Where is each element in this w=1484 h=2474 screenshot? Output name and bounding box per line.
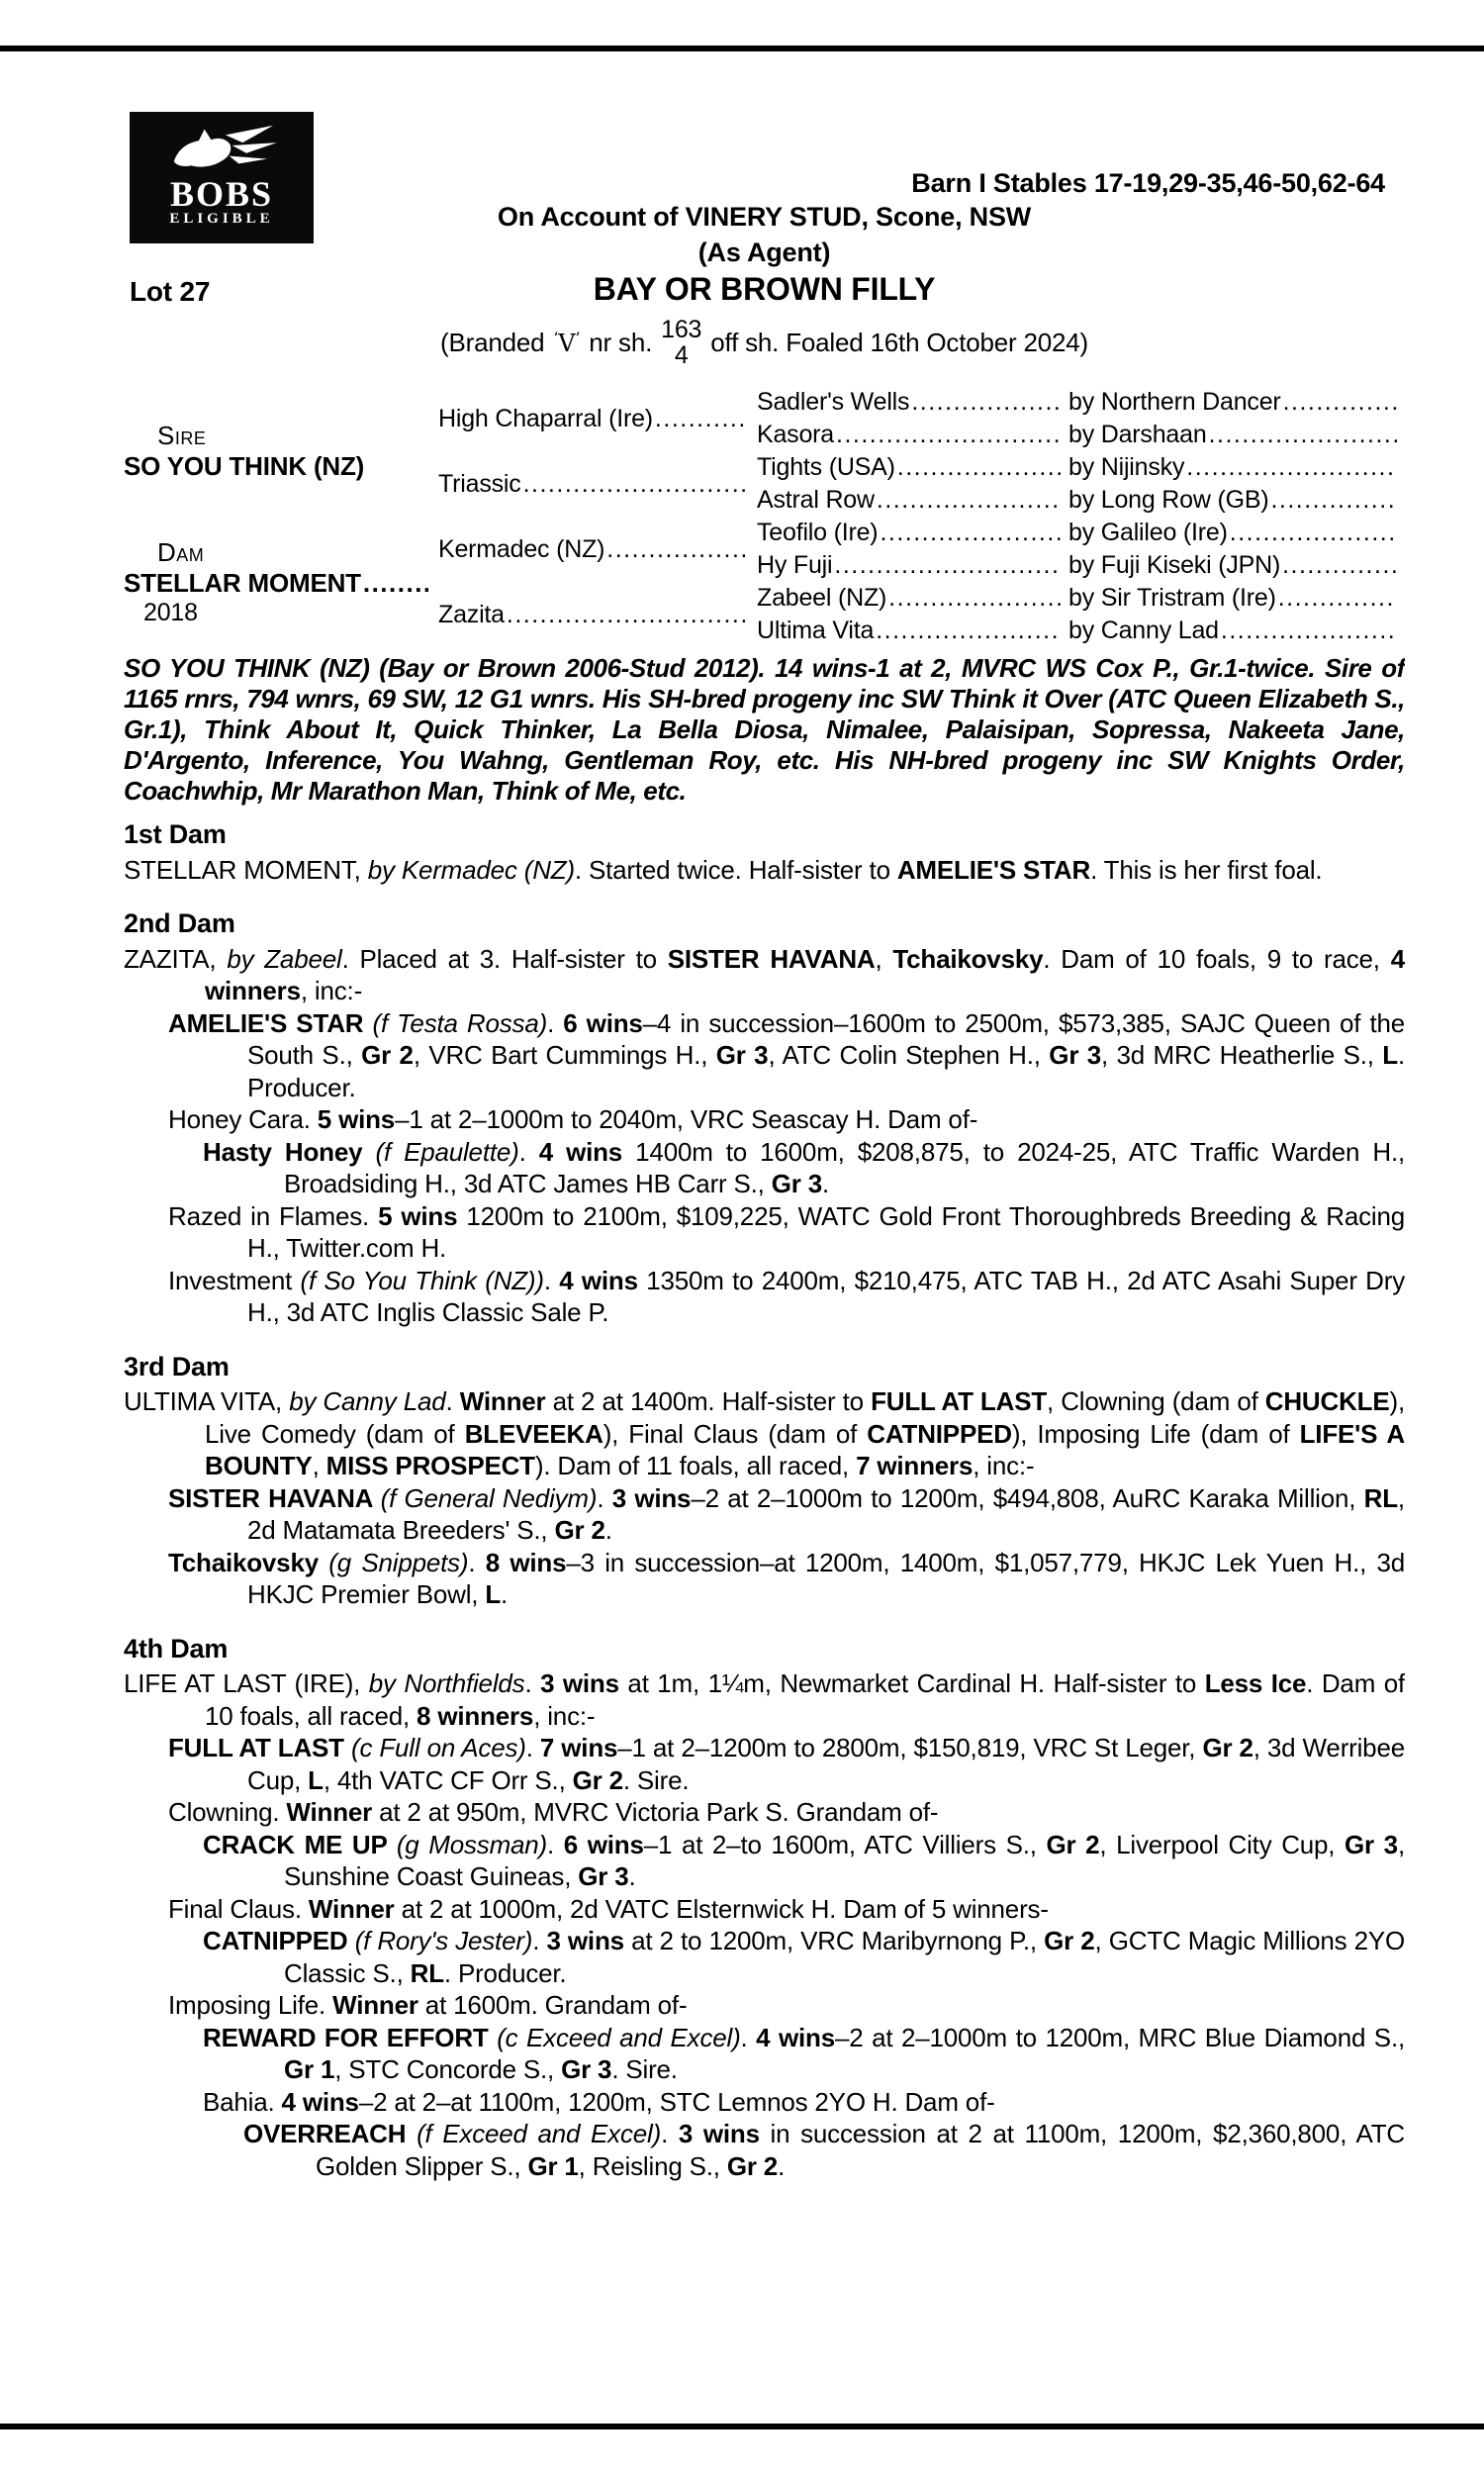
vendor-account-line: On Account of VINERY STUD, Scone, NSW — [497, 202, 1032, 232]
brand-mid: nr sh. — [589, 327, 653, 357]
dam-label: Dam — [157, 536, 205, 567]
dam-block — [124, 517, 438, 647]
leader-dots — [523, 470, 749, 499]
brand-line — [124, 301, 1405, 384]
progeny-entry: CATNIPPED (f Rory's Jester). 3 wins at 2 to 1200m, VRC Maribyrnong P., Gr 2, GCTC Magic Millions 2YO Classic S., RL. Producer. — [203, 1926, 1405, 1988]
progeny-entry: OVERREACH (f Exceed and Excel). 3 wins in succession at 2 at 1100m, 1200m, $2,360,800, ATC Golden Slipper S., Gr 1, Reisling S., Gr 2. — [243, 2119, 1405, 2181]
leader-dots — [836, 421, 1061, 449]
leader-dots — [1282, 551, 1397, 580]
pedigree-ancestor: Ultima Vita ..... — [757, 617, 1068, 645]
leader-dots — [655, 405, 749, 433]
leader-dots — [1283, 388, 1397, 417]
leader-dots — [1186, 453, 1397, 482]
leader-dots — [507, 601, 749, 629]
progeny-entry: Razed in Flames. 5 wins 1200m to 2100m, $109,225, WATC Gold Front Thoroughbreds Breeding & Racing H., Twitter.com H. — [168, 1200, 1405, 1263]
progeny-entry: CRACK ME UP (g Mossman). 6 wins–1 at 2–to 1600m, ATC Villiers S., Gr 2, Liverpool City Cup, Gr 3, Sunshine Coast Guineas, Gr 3. — [203, 1829, 1405, 1891]
pedigree-grandsire: High Chaparral (Ire) ..... — [438, 405, 757, 433]
leader-dots — [1278, 584, 1397, 613]
horse-head-icon — [163, 120, 280, 173]
brand-fraction-denominator: 4 — [674, 341, 689, 369]
dam-paragraph: ULTIMA VITA, by Canny Lad. Winner at 2 at 1400m. Half-sister to FULL AT LAST, Clowning (dam of CHUCKLE), Live Comedy (dam of BLEVEEKA), Final Claus (dam of CATNIPPED), Imposing Life (dam of LIFE'S A BOUNTY, MISS PROSPECT). Dam of 11 foals, all raced, 7 winners, inc:- — [124, 1386, 1405, 1480]
progeny-entry: FULL AT LAST (c Full on Aces). 7 wins–1 at 2–1200m to 2800m, $150,819, VRC St Leger, Gr 2, 3d Werribee Cup, L, 4th VATC CF Orr S., Gr 2. Sire. — [168, 1733, 1405, 1795]
leader-dots — [888, 584, 1061, 613]
leader-dots — [877, 486, 1061, 515]
pedigree-ancestor: Teofilo (Ire) ..... — [757, 519, 1068, 547]
pedigree-granddam: Zazita ..... — [438, 601, 757, 629]
top-rule — [0, 46, 1484, 51]
logo-text-eligible: ELIGIBLE — [169, 211, 274, 227]
bottom-rule — [0, 2424, 1484, 2429]
barn-line: Barn I Stables 17-19,29-35,46-50,62-64 — [911, 168, 1385, 198]
pedigree-ancestor-sire: by Galileo (Ire) ..... — [1068, 519, 1405, 547]
dam-year: 2018 — [143, 598, 198, 626]
pedigree-ancestor-sire: by Nijinsky ..... — [1068, 453, 1405, 482]
leader-dots — [1209, 421, 1397, 449]
progeny-entry: REWARD FOR EFFORT (c Exceed and Excel). 4 wins–2 at 2–1000m to 1200m, MRC Blue Diamond S., Gr 1, STC Concorde S., Gr 3. Sire. — [203, 2022, 1405, 2084]
sire-name: SO YOU THINK (NZ) — [124, 451, 365, 481]
leader-dots — [606, 535, 749, 564]
pedigree-ancestor: Sadler's Wells ..... — [757, 388, 1068, 417]
progeny-entry: Clowning. Winner at 2 at 950m, MVRC Victoria Park S. Grandam of- — [168, 1797, 939, 1827]
pedigree-ancestor-sire: by Fuji Kiseki (JPN) ..... — [1068, 551, 1405, 580]
pedigree-ancestor: Astral Row ..... — [757, 486, 1068, 515]
progeny-entry: SISTER HAVANA (f General Nediym). 3 wins–2 at 2–1000m to 1200m, $494,808, AuRC Karaka Million, RL, 2d Matamata Breeders' S., Gr 2. — [168, 1482, 1405, 1545]
leader-dots — [834, 551, 1061, 580]
page-title: BAY OR BROWN FILLY — [593, 271, 936, 307]
dam-name: STELLAR MOMENT — [124, 567, 361, 598]
leader-dots — [1270, 486, 1397, 515]
leader-dots — [880, 519, 1061, 547]
progeny-entry: AMELIE'S STAR (f Testa Rossa). 6 wins–4 in succession–1600m to 2500m, $573,385, SAJC Queen of the South S., Gr 2, VRC Bart Cummings H., Gr 3, ATC Colin Stephen H., Gr 3, 3d MRC Heatherlie S., L. Producer. — [168, 1007, 1405, 1102]
pedigree-ancestor-sire: by Long Row (GB) ..... — [1068, 486, 1405, 515]
pedigree-ancestor-sire: by Darshaan ..... — [1068, 421, 1405, 449]
progeny-entry: Imposing Life. Winner at 1600m. Grandam of- — [168, 1990, 688, 2020]
sire-block — [124, 386, 438, 517]
leader-dots — [363, 568, 428, 599]
dam-paragraph: ZAZITA, by Zabeel. Placed at 3. Half-sister to SISTER HAVANA, Tchaikovsky. Dam of 10 foals, 9 to race, 4 winners, inc:- — [124, 943, 1405, 1005]
section-heading-2nd-dam: 2nd Dam — [124, 908, 235, 938]
progeny-entry: Bahia. 4 wins–2 at 2–at 1100m, 1200m, STC Lemnos 2YO H. Dam of- — [203, 2086, 995, 2117]
sire-label: Sire — [157, 421, 207, 450]
dam-paragraph: LIFE AT LAST (IRE), by Northfields. 3 wins at 1m, 1¼m, Newmarket Cardinal H. Half-sister to Less Ice. Dam of 10 foals, all raced, 8 winners, inc:- — [124, 1668, 1405, 1731]
leader-dots — [1230, 519, 1397, 547]
pedigree-text-column — [124, 653, 1405, 2182]
progeny-entry: Investment (f So You Think (NZ)). 4 wins 1350m to 2400m, $210,475, ATC TAB H., 2d ATC Asahi Super Dry H., 3d ATC Inglis Classic Sale P. — [168, 1265, 1405, 1327]
section-heading-3rd-dam: 3rd Dam — [124, 1351, 230, 1381]
leader-dots — [897, 453, 1061, 482]
progeny-entry: Final Claus. Winner at 2 at 1000m, 2d VATC Elsternwick H. Dam of 5 winners- — [168, 1893, 1049, 1924]
agent-line: (As Agent) — [697, 238, 831, 267]
brand-glyph: ‘ V ’ — [553, 329, 580, 357]
brand-suffix: off sh. Foaled 16th October 2024) — [710, 327, 1088, 357]
logo-text-bobs: BOBS — [169, 174, 274, 214]
brand-prefix: (Branded — [440, 327, 545, 357]
pedigree-ancestor: Tights (USA) ..... — [757, 453, 1068, 482]
pedigree-granddam: Triassic ..... — [438, 470, 757, 499]
pedigree-ancestor-sire: by Northern Dancer ..... — [1068, 388, 1405, 417]
leader-dots — [911, 388, 1061, 417]
section-heading-4th-dam: 4th Dam — [124, 1633, 229, 1664]
section-heading-1st-dam: 1st Dam — [124, 819, 227, 849]
pedigree-ancestor: Hy Fuji ..... — [757, 551, 1068, 580]
progeny-entry: Hasty Honey (f Epaulette). 4 wins 1400m to 1600m, $208,875, to 2024-25, ATC Traffic Warden H., Broadsiding H., 3d ATC James HB Carr S., Gr 3. — [203, 1136, 1405, 1198]
pedigree-grandsire: Kermadec (NZ) ..... — [438, 535, 757, 564]
leader-dots — [876, 617, 1061, 645]
lot-number: Lot 27 — [130, 276, 211, 307]
brand-fraction — [661, 317, 701, 368]
progeny-entry: Honey Cara. 5 wins–1 at 2–1000m to 2040m, VRC Seascay H. Dam of- — [168, 1104, 978, 1134]
dam-paragraph: STELLAR MOMENT, by Kermadec (NZ). Started twice. Half-sister to AMELIE'S STAR. This is her first foal. — [124, 854, 1323, 885]
progeny-entry: Tchaikovsky (g Snippets). 8 wins–3 in succession–at 1200m, 1400m, $1,057,779, HKJC Lek Yuen H., 3d HKJC Premier Bowl, L. — [168, 1547, 1405, 1609]
leader-dots — [1221, 617, 1397, 645]
pedigree-table — [124, 386, 1405, 647]
pedigree-ancestor: Kasora ..... — [757, 421, 1068, 449]
pedigree-ancestor: Zabeel (NZ) ..... — [757, 584, 1068, 613]
pedigree-ancestor-sire: by Sir Tristram (Ire) ..... — [1068, 584, 1405, 613]
brand-fraction-numerator: 163 — [661, 316, 702, 343]
sire-summary-note: SO YOU THINK (NZ) (Bay or Brown 2006-Stud 2012). 14 wins-1 at 2, MVRC WS Cox P., Gr.1-twice. Sire of 1165 rnrs, 794 wnrs, 69 SW, 12 G1 wnrs. His SH-bred progeny inc SW Think it Over (ATC Queen Elizabeth S., Gr.1), Think About It, Quick Thinker, La Bella Diosa, Nimalee, Palaisipan, Sopressa, Nakeeta Jane, D'Argento, Inference, You Wahng, Gentleman Roy, etc. His NH-bred progeny inc SW Knights Order, Coachwhip, Mr Marathon Man, Think of Me, etc. — [124, 653, 1405, 806]
pedigree-ancestor-sire: by Canny Lad ..... — [1068, 617, 1405, 645]
